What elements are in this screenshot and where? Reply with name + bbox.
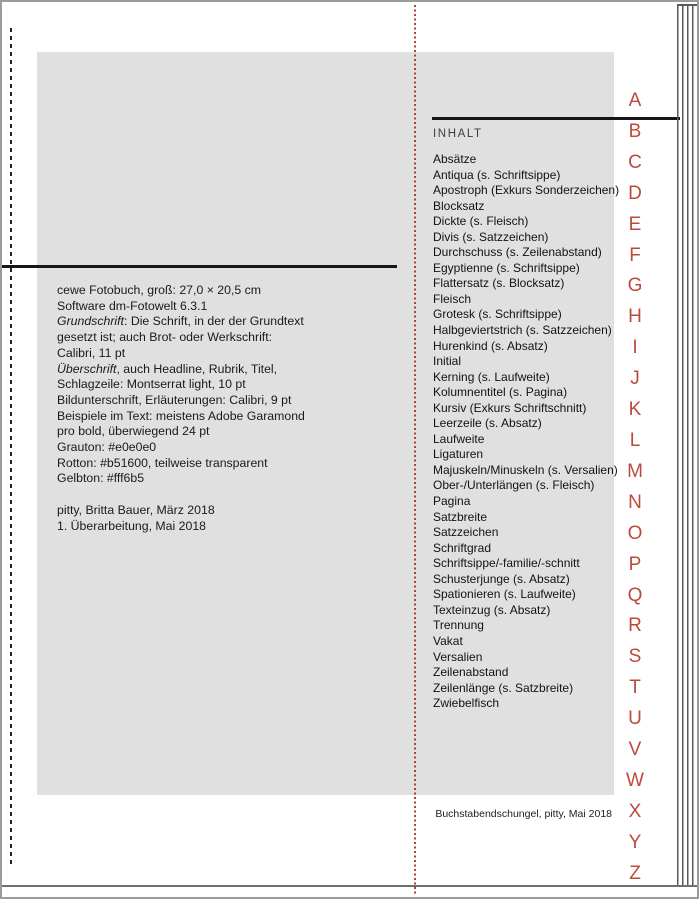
alphabet-letter: U	[628, 708, 642, 730]
alphabet-index	[617, 86, 653, 890]
inhalt-item: Satzzeichen	[433, 525, 499, 540]
inhalt-item: Hurenkind (s. Absatz)	[433, 338, 548, 353]
colophon-line: Gelbton: #fff6b5	[57, 471, 145, 486]
alphabet-letter: F	[629, 244, 641, 266]
colophon-line: 1. Überarbeitung, Mai 2018	[57, 518, 207, 533]
fold-mark-dashed-line	[10, 28, 12, 864]
inhalt-heading: INHALT	[433, 128, 483, 140]
inhalt-item: Ligaturen	[433, 447, 484, 462]
inhalt-item: Durchschuss (s. Zeilenabstand)	[433, 245, 602, 260]
inhalt-item: Absätze	[433, 152, 477, 166]
left-divider-rule	[0, 265, 397, 268]
alphabet-letter: X	[628, 800, 642, 822]
alphabet-letter: H	[628, 306, 642, 328]
colophon-line: pro bold, überwiegend 24 pt	[57, 424, 210, 439]
inhalt-item: Zwiebelfisch	[433, 696, 500, 711]
colophon-line: Beispiele im Text: meistens Adobe Garamond	[57, 408, 305, 423]
inhalt-item: Dickte (s. Fleisch)	[433, 214, 529, 229]
alphabet-letter: I	[632, 337, 638, 359]
inhalt-item: Versalien	[433, 649, 483, 664]
inhalt-item: Trennung	[433, 618, 484, 633]
colophon-line: Überschrift, auch Headline, Rubrik, Titel,	[57, 361, 278, 376]
inhalt-item: Initial	[433, 354, 462, 369]
page-stack-top-edge	[677, 4, 697, 6]
colophon-line: pitty, Britta Bauer, März 2018	[57, 502, 215, 517]
colophon-line: Bildunterschrift, Erläuterungen: Calibri, 9 pt	[57, 392, 292, 407]
colophon-line: Grundschrift: Die Schrift, in der der Grundtext	[57, 314, 304, 329]
alphabet-letter: J	[630, 368, 640, 390]
alphabet-letter: S	[628, 646, 642, 668]
alphabet-letter: Q	[627, 584, 643, 606]
alphabet-letter: G	[627, 275, 643, 297]
inhalt-item: Spationieren (s. Laufweite)	[433, 587, 576, 602]
page-stack-edges	[677, 4, 696, 887]
alphabet-letter: P	[628, 553, 642, 575]
colophon-line: cewe Fotobuch, groß: 27,0 × 20,5 cm	[57, 283, 262, 297]
inhalt-item: Schriftgrad	[433, 540, 492, 555]
colophon-line: Schlagzeile: Montserrat light, 10 pt	[57, 377, 246, 392]
inhalt-item: Vakat	[433, 633, 463, 648]
inhalt-item: Leerzeile (s. Absatz)	[433, 416, 542, 431]
page-caption: Buchstabendschungel, pitty, Mai 2018	[435, 808, 612, 820]
inhalt-item: Egyptienne (s. Schriftsippe)	[433, 260, 580, 275]
inhalt-item: Majuskeln/Minuskeln (s. Versalien)	[433, 462, 618, 477]
alphabet-letter: O	[627, 522, 643, 544]
inhalt-item: Apostroph (Exkurs Sonderzeichen)	[433, 183, 620, 198]
alphabet-letter: L	[629, 429, 641, 451]
inhalt-item: Zeilenabstand	[433, 665, 509, 680]
alphabet-letter: E	[628, 213, 642, 235]
inhalt-item: Pagina	[433, 494, 471, 509]
alphabet-letter: R	[628, 615, 642, 637]
alphabet-letter: D	[628, 182, 642, 204]
colophon-text	[57, 283, 392, 534]
inhalt-item: Zeilenlänge (s. Satzbreite)	[433, 680, 574, 695]
alphabet-letter: B	[628, 120, 642, 142]
alphabet-letter: T	[629, 677, 641, 699]
inhalt-item: Antiqua (s. Schriftsippe)	[433, 167, 561, 182]
inhalt-item: Fleisch	[433, 291, 472, 306]
colophon-line: Calibri, 11 pt	[57, 345, 126, 360]
inhalt-list	[433, 152, 618, 712]
inhalt-item: Kolumnentitel (s. Pagina)	[433, 385, 568, 400]
alphabet-letter: M	[627, 460, 643, 482]
alphabet-letter: W	[626, 769, 644, 791]
inhalt-item: Grotesk (s. Schriftsippe)	[433, 307, 562, 322]
inhalt-item: Kerning (s. Laufweite)	[433, 369, 550, 384]
colophon-line	[57, 487, 392, 503]
alphabet-letter: V	[628, 739, 642, 761]
alphabet-letter: C	[628, 151, 642, 173]
inhalt-item: Divis (s. Satzzeichen)	[433, 229, 549, 244]
inhalt-item: Satzbreite	[433, 509, 488, 524]
colophon-line: gesetzt ist; auch Brot- oder Werkschrift:	[57, 330, 273, 345]
inhalt-item: Ober-/Unterlängen (s. Fleisch)	[433, 478, 595, 493]
inhalt-item: Schriftsippe/-familie/-schnitt	[433, 556, 580, 571]
alphabet-letter: Z	[629, 862, 641, 884]
inhalt-item: Laufweite	[433, 431, 485, 446]
alphabet-letter: A	[628, 90, 642, 111]
inhalt-item: Flattersatz (s. Blocksatz)	[433, 276, 565, 291]
colophon-line: Grauton: #e0e0e0	[57, 440, 157, 455]
inhalt-item: Kursiv (Exkurs Schriftschnitt)	[433, 400, 587, 415]
page-bottom-edge	[0, 885, 699, 887]
inhalt-item: Texteinzug (s. Absatz)	[433, 602, 551, 617]
alphabet-letter: Y	[628, 831, 642, 853]
colophon-line: Software dm-Fotowelt 6.3.1	[57, 298, 208, 313]
center-crop-mark-dotted-line	[414, 5, 416, 895]
inhalt-item: Blocksatz	[433, 198, 485, 213]
inhalt-item: Schusterjunge (s. Absatz)	[433, 571, 570, 586]
alphabet-letter: N	[628, 491, 642, 513]
colophon-line: Rotton: #b51600, teilweise transparent	[57, 455, 268, 470]
alphabet-letter: K	[628, 399, 642, 421]
inhalt-item: Halbgeviertstrich (s. Satzzeichen)	[433, 323, 612, 338]
